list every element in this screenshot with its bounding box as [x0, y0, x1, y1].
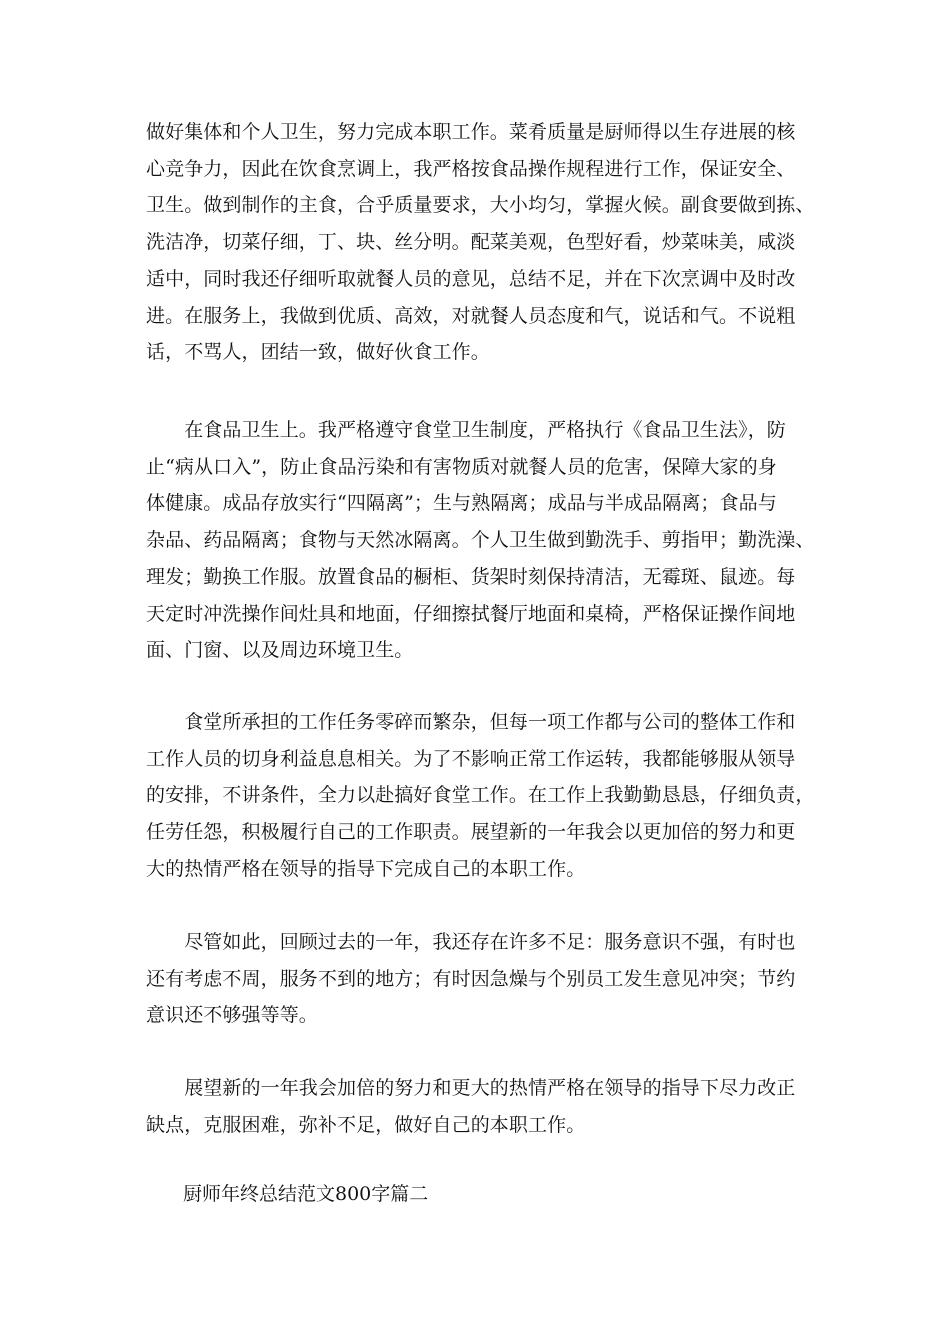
text-line: 在食品卫生上。我严格遵守食堂卫生制度，严格执行《食品卫生法》，防 — [146, 419, 786, 441]
text-line: 杂品、药品隔离；食物与天然冰隔离。个人卫生做到勤洗手、剪指甲；勤洗澡、 — [146, 529, 815, 552]
text-line: 尽管如此，回顾过去的一年，我还存在许多不足：服务意识不强，有时也 — [146, 931, 796, 953]
text-line: 止“病从口入”，防止食品污染和有害物质对就餐人员的危害，保障大家的身 — [146, 455, 777, 478]
text-line: 适中，同时我还仔细听取就餐人员的意见，总结不足，并在下次烹调中及时改 — [146, 267, 796, 290]
paragraph-1 — [146, 114, 815, 371]
paragraph-2 — [146, 412, 815, 669]
text-line: 展望新的一年我会加倍的努力和更大的热情严格在领导的指导下尽力改正 — [146, 1077, 796, 1099]
text-line: 大的热情严格在领导的指导下完成自己的本职工作。 — [146, 857, 586, 880]
paragraph-5 — [146, 1070, 806, 1143]
text-line: 意识还不够强等等。 — [146, 1004, 318, 1027]
paragraph-3 — [146, 704, 815, 888]
text-line: 食堂所承担的工作任务零碎而繁杂，但每一项工作都与公司的整体工作和 — [146, 711, 796, 733]
text-line: 做好集体和个人卫生，努力完成本职工作。菜肴质量是厨师得以生存进展的核 — [146, 121, 796, 143]
text-line: 缺点，克服困难，弥补不足，做好自己的本职工作。 — [146, 1113, 586, 1136]
paragraph-4 — [146, 924, 806, 1034]
section-heading: 厨师年终总结范文800字篇二 — [183, 1183, 429, 1205]
text-line: 还有考虑不周，服务不到的地方；有时因急燥与个别员工发生意见冲突；节约 — [146, 967, 796, 990]
text-line: 天定时冲洗操作间灶具和地面，仔细擦拭餐厅地面和桌椅，严格保证操作间地 — [146, 602, 796, 625]
text-line: 心竞争力，因此在饮食烹调上，我严格按食品操作规程进行工作，保证安全、 — [146, 157, 796, 180]
text-line: 的安排，不讲条件，全力以赴搞好食堂工作。在工作上我勤勤恳恳，仔细负责， — [146, 784, 815, 807]
text-line: 话，不骂人，团结一致，做好伙食工作。 — [146, 341, 490, 364]
text-line: 洗洁净，切菜仔细，丁、块、丝分明。配菜美观，色型好看，炒菜味美，咸淡 — [146, 231, 796, 254]
text-line: 任劳任怨，积极履行自己的工作职责。展望新的一年我会以更加倍的努力和更 — [146, 821, 796, 844]
text-line: 理发；勤换工作服。放置食品的橱柜、货架时刻保持清洁，无霉斑、鼠迹。每 — [146, 565, 796, 588]
text-line: 体健康。成品存放实行“四隔离”；生与熟隔离；成品与半成品隔离；食品与 — [146, 492, 777, 515]
text-line: 面、门窗、以及周边环境卫生。 — [146, 639, 414, 662]
text-line: 进。在服务上，我做到优质、高效，对就餐人员态度和气，说话和气。不说粗 — [146, 304, 796, 327]
text-line: 卫生。做到制作的主食，合乎质量要求，大小均匀，掌握火候。副食要做到拣、 — [146, 194, 815, 217]
text-line: 工作人员的切身利益息息相关。为了不影响正常工作运转，我都能够服从领导 — [146, 747, 796, 770]
